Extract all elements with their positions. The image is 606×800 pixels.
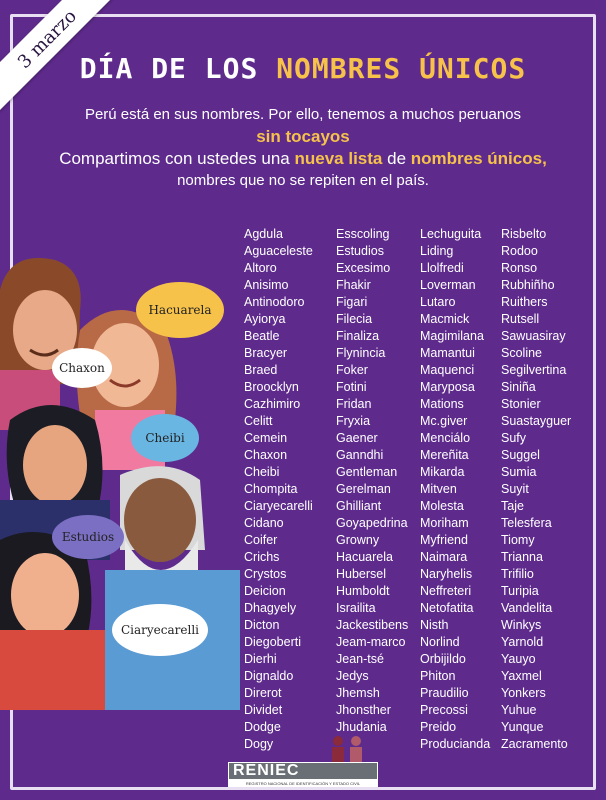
name-entry: Braed	[244, 363, 278, 377]
name-entry: Ayiorya	[244, 312, 286, 326]
name-entry: Mitven	[420, 482, 457, 496]
name-entry: Flynincia	[336, 346, 386, 360]
name-entry: Fryxia	[336, 414, 371, 428]
name-entry: Finaliza	[336, 329, 380, 343]
name-entry: Neffreteri	[420, 584, 472, 598]
name-entry: Lutaro	[420, 295, 456, 309]
name-entry: Producianda	[420, 737, 491, 751]
name-entry: Growny	[336, 533, 380, 547]
person-face-3	[23, 425, 87, 505]
name-entry: Broocklyn	[244, 380, 299, 394]
name-entry: Trifilio	[501, 567, 534, 581]
name-entry: Rodoo	[501, 244, 538, 258]
intro-line-1: Perú está en sus nombres. Por ello, tenemos a muchos peruanos	[84, 106, 522, 123]
name-entry: Ruithers	[501, 295, 548, 309]
name-entry: Jeam-marco	[336, 635, 406, 649]
name-entry: Aguaceleste	[244, 244, 313, 258]
title-part-2: NOMBRES ÚNICOS	[276, 52, 527, 85]
name-entry: Ronso	[501, 261, 538, 275]
name-entry: Diegoberti	[244, 635, 301, 649]
reniec-logo-bar	[228, 762, 378, 780]
name-entry: Gentleman	[336, 465, 398, 479]
name-entry: Altoro	[244, 261, 277, 275]
name-entry: Jackestibens	[336, 618, 409, 632]
intro-line-3a: Compartimos con ustedes una	[59, 149, 290, 168]
name-entry: Mc.giver	[420, 414, 468, 428]
name-entry: Rubhiñho	[501, 278, 555, 292]
name-entry: Risbelto	[501, 227, 547, 241]
name-entry: Ghilliant	[336, 499, 382, 513]
bubble-1-label: Hacuarela	[148, 303, 212, 317]
name-entry: Fhakir	[336, 278, 371, 292]
bubble-4-label: Estudios	[61, 530, 115, 544]
name-entry: Turipia	[501, 584, 539, 598]
name-entry: Crichs	[244, 550, 280, 564]
name-entry: Naryhelis	[420, 567, 473, 581]
name-entry: Mations	[420, 397, 464, 411]
name-entry: Crystos	[244, 567, 287, 581]
name-entry: Maryposa	[420, 380, 475, 394]
name-entry: Yarnold	[501, 635, 544, 649]
name-entry: Cemein	[244, 431, 288, 445]
name-entry: Dierhi	[244, 652, 277, 666]
title-part-1: DÍA DE LOS	[79, 52, 259, 85]
name-entry: Anisimo	[244, 278, 289, 292]
name-entry: Orbijildo	[420, 652, 466, 666]
name-entry: Hacuarela	[336, 550, 393, 564]
person-shirt-5	[0, 630, 105, 710]
name-entry: Chompita	[244, 482, 298, 496]
name-entry: Phiton	[420, 669, 456, 683]
name-entry: Gaener	[336, 431, 378, 445]
name-entry: Esscoling	[336, 227, 390, 241]
name-entry: Suggel	[501, 448, 540, 462]
name-entry: Moriham	[420, 516, 469, 530]
name-entry: Scoline	[501, 346, 542, 360]
intro-line-3	[0, 148, 606, 170]
name-entry: Humboldt	[336, 584, 390, 598]
name-entry: Yaxmel	[501, 669, 542, 683]
name-entry: Mereñita	[420, 448, 469, 462]
name-entry: Sumia	[501, 465, 537, 479]
name-entry: Norlind	[420, 635, 460, 649]
date-ribbon-label: 3 marzo	[13, 5, 81, 73]
reniec-logo	[226, 734, 380, 788]
name-entry: Vandelita	[501, 601, 553, 615]
people-illustration	[0, 250, 240, 710]
name-entry: Foker	[336, 363, 368, 377]
name-entry: Dividet	[244, 703, 283, 717]
name-entry: Stonier	[501, 397, 541, 411]
name-entry: Telesfera	[501, 516, 552, 530]
bubble-2-label: Chaxon	[59, 361, 105, 375]
name-entry: Netofatita	[420, 601, 474, 615]
names-column-2	[336, 226, 420, 753]
name-entry: Dignaldo	[244, 669, 294, 683]
name-entry: Rutsell	[501, 312, 540, 326]
intro-line-4: nombres que no se repiten en el país.	[177, 172, 429, 189]
name-entry: Fridan	[336, 397, 372, 411]
poster-title	[0, 52, 606, 85]
name-entry: Filecia	[336, 312, 373, 326]
name-entry: Myfriend	[420, 533, 468, 547]
name-entry: Jedys	[336, 669, 369, 683]
name-entry: Dhagyely	[244, 601, 297, 615]
name-entry: Winkys	[501, 618, 542, 632]
name-entry: Suastayguer	[501, 414, 572, 428]
name-entry: Antinodoro	[244, 295, 305, 309]
name-entry: Preido	[420, 720, 457, 734]
names-column-4	[501, 226, 581, 753]
name-entry: Macmick	[420, 312, 470, 326]
name-entry: Menciálo	[420, 431, 471, 445]
name-entry: Ganndhi	[336, 448, 384, 462]
name-entry: Yuhue	[501, 703, 537, 717]
name-entry: Yonkers	[501, 686, 546, 700]
name-entry: Jhonsther	[336, 703, 391, 717]
name-entry: Estudios	[336, 244, 384, 258]
name-entry: Loverman	[420, 278, 476, 292]
name-entry: Direrot	[244, 686, 282, 700]
names-column-1	[244, 226, 336, 753]
name-entry: Israilita	[336, 601, 376, 615]
intro-text	[0, 104, 606, 192]
names-column-3	[420, 226, 501, 753]
name-entry: Beatle	[244, 329, 280, 343]
name-entry: Dicton	[244, 618, 280, 632]
name-entry: Jhemsh	[336, 686, 380, 700]
name-entry: Tiomy	[501, 533, 535, 547]
name-entry: Ciaryecarelli	[244, 499, 313, 513]
name-entry: Agdula	[244, 227, 283, 241]
name-entry: Dodge	[244, 720, 281, 734]
bubble-5-label: Ciaryecarelli	[120, 623, 200, 637]
name-entry: Mikarda	[420, 465, 465, 479]
name-entry: Suyit	[501, 482, 529, 496]
person-face-5	[11, 553, 79, 637]
bubble-3-label: Cheibi	[145, 431, 185, 445]
name-entry: Yauyo	[501, 652, 536, 666]
name-entry: Cazhimiro	[244, 397, 301, 411]
name-entry: Bracyer	[244, 346, 288, 360]
intro-line-2: sin tocayos	[256, 127, 350, 146]
name-entry: Naimara	[420, 550, 468, 564]
name-entry: Jhudania	[336, 720, 387, 734]
reniec-logo-name: RENIEC	[233, 762, 300, 779]
name-entry: Nisth	[420, 618, 449, 632]
name-entry: Deicion	[244, 584, 286, 598]
intro-line-3d: nombres únicos,	[410, 149, 547, 168]
name-entry: Celitt	[244, 414, 273, 428]
name-entry: Siniña	[501, 380, 536, 394]
person-face-4	[124, 478, 196, 562]
name-entry: Excesimo	[336, 261, 391, 275]
name-entry: Segilvertina	[501, 363, 567, 377]
name-entry: Maquenci	[420, 363, 475, 377]
name-entry: Precossi	[420, 703, 468, 717]
unique-names-list	[244, 226, 581, 753]
name-entry: Molesta	[420, 499, 464, 513]
name-entry: Zacramento	[501, 737, 568, 751]
reniec-logo-subtitle: REGISTRO NACIONAL DE IDENTIFICACIÓN Y ESTADO CIVIL	[228, 780, 378, 787]
name-entry: Mamantui	[420, 346, 475, 360]
name-entry: Taje	[501, 499, 524, 513]
name-entry: Lechuguita	[420, 227, 482, 241]
name-entry: Sufy	[501, 431, 527, 445]
name-entry: Llolfredi	[420, 261, 464, 275]
name-entry: Sawuasiray	[501, 329, 566, 343]
name-entry: Figari	[336, 295, 368, 309]
name-entry: Praudilio	[420, 686, 469, 700]
name-entry: Yunque	[501, 720, 544, 734]
name-entry: Fotini	[336, 380, 367, 394]
name-entry: Liding	[420, 244, 454, 258]
name-entry: Trianna	[501, 550, 543, 564]
name-entry: Cheibi	[244, 465, 280, 479]
reniec-figures-icon	[226, 734, 380, 764]
intro-line-3c: de	[387, 149, 407, 168]
intro-line-3b: nueva lista	[294, 149, 383, 168]
name-entry: Dogy	[244, 737, 274, 751]
name-entry: Hubersel	[336, 567, 387, 581]
name-entry: Cidano	[244, 516, 284, 530]
name-entry: Coifer	[244, 533, 278, 547]
name-entry: Chaxon	[244, 448, 288, 462]
name-entry: Magimilana	[420, 329, 484, 343]
name-entry: Jean-tsé	[336, 652, 384, 666]
name-entry: Gerelman	[336, 482, 391, 496]
name-entry: Goyapedrina	[336, 516, 408, 530]
